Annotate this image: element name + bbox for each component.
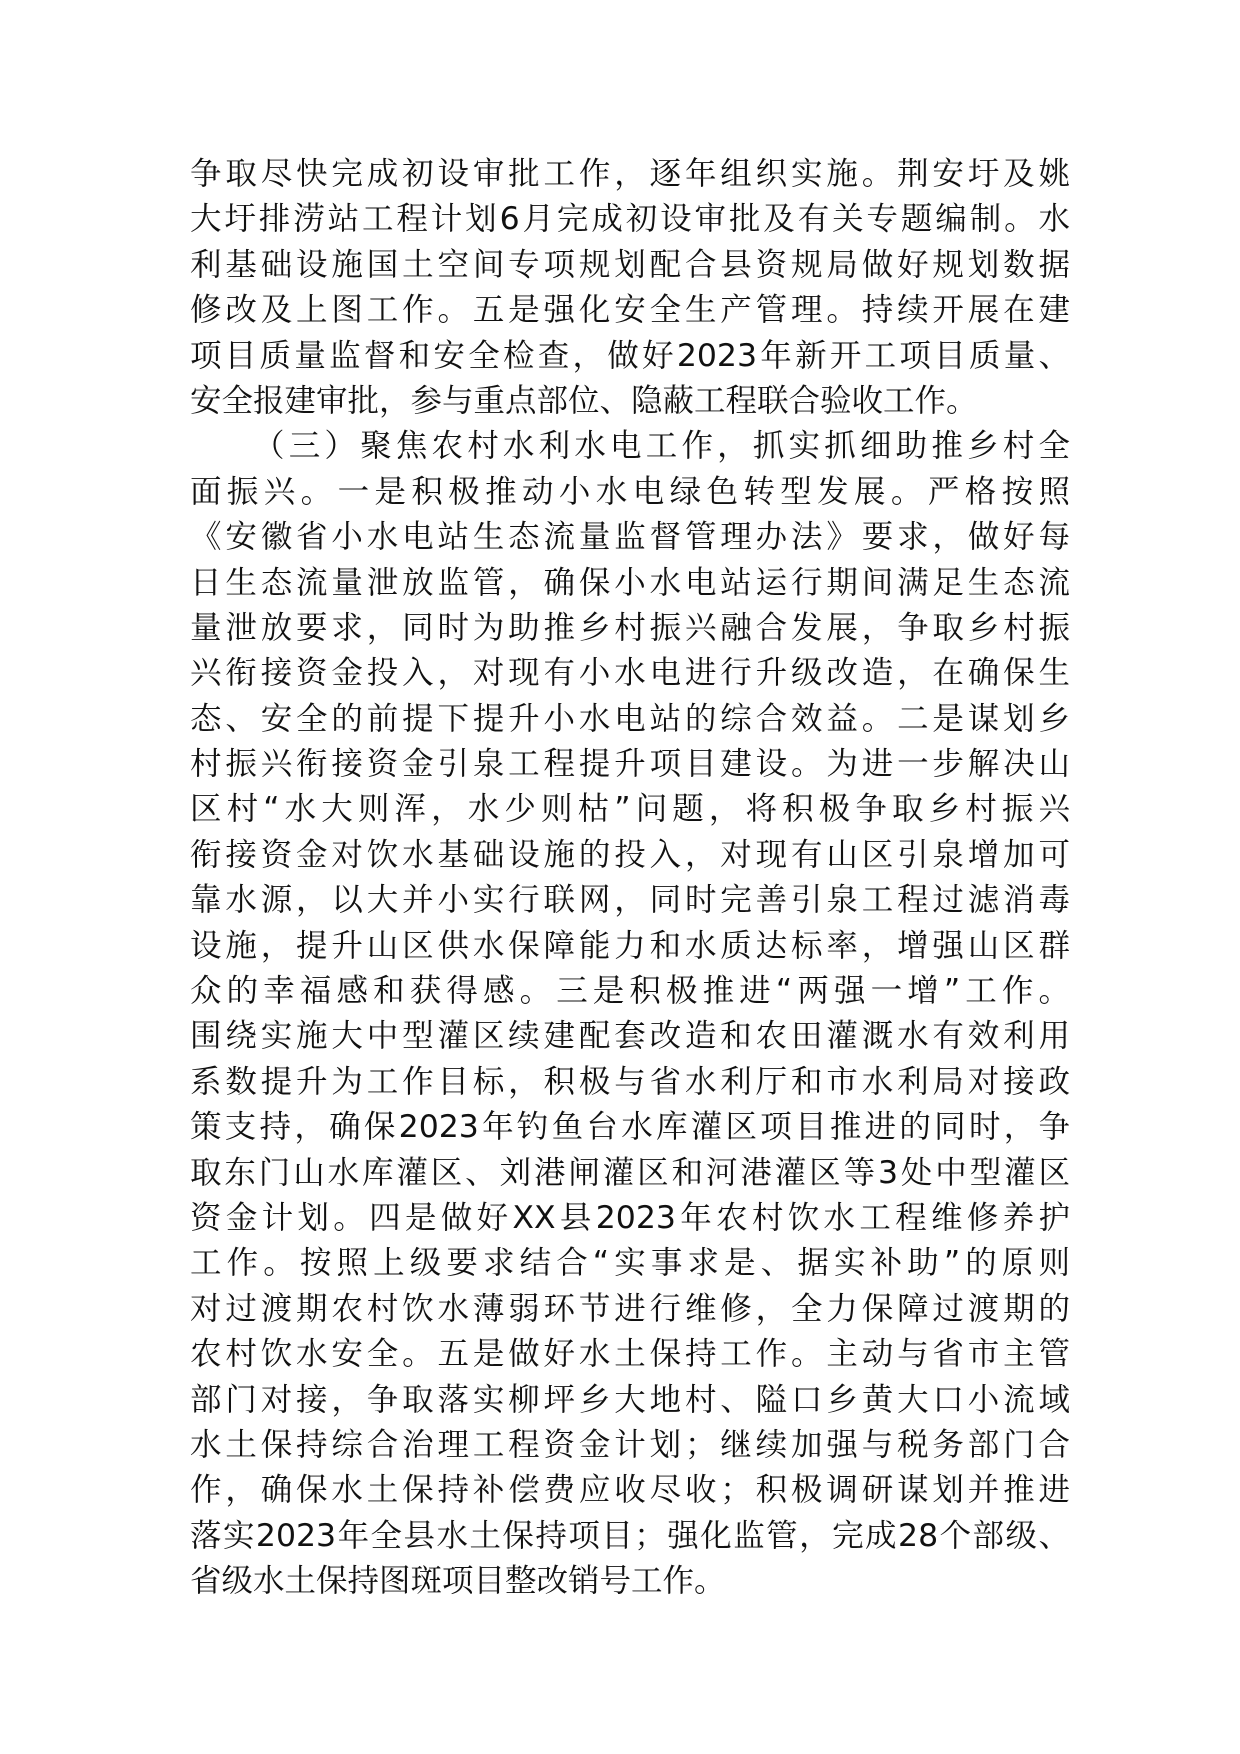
- text-line: 工作。按照上级要求结合“实事求是、据实补助”的原则: [190, 1245, 1070, 1282]
- text-line: 资金计划。四是做好XX县2023年农村饮水工程维修养护: [190, 1199, 1070, 1236]
- text-line: 落实2023年全县水土保持项目；强化监管，完成28个部级、: [190, 1517, 1070, 1554]
- text-line: 对过渡期农村饮水薄弱环节进行维修，全力保障过渡期的: [190, 1290, 1070, 1327]
- text-line: 项目质量监督和安全检查，做好2023年新开工项目质量、: [190, 337, 1070, 374]
- text-line: 利基础设施国土空间专项规划配合县资规局做好规划数据: [190, 246, 1070, 283]
- text-line: 日生态流量泄放监管，确保小水电站运行期间满足生态流: [190, 564, 1070, 601]
- text-line: 态、安全的前提下提升小水电站的综合效益。二是谋划乡: [190, 700, 1070, 737]
- text-line: 修改及上图工作。五是强化安全生产管理。持续开展在建: [190, 292, 1070, 329]
- text-line: 村振兴衔接资金引泉工程提升项目建设。为进一步解决山: [190, 746, 1070, 783]
- paragraph-end-line: 安全报建审批，参与重点部位、隐蔽工程联合验收工作。: [190, 382, 978, 419]
- text-line: 围绕实施大中型灌区续建配套改造和农田灌溉水有效利用: [190, 1018, 1070, 1055]
- section-heading-line: （三）聚焦农村水利水电工作，抓实抓细助推乡村全: [253, 428, 1070, 465]
- text-line: 《安徽省小水电站生态流量监督管理办法》要求，做好每: [190, 519, 1070, 556]
- text-line: 农村饮水安全。五是做好水土保持工作。主动与省市主管: [190, 1336, 1070, 1373]
- text-line: 兴衔接资金投入，对现有小水电进行升级改造，在确保生: [190, 655, 1070, 692]
- text-line: 量泄放要求，同时为助推乡村振兴融合发展，争取乡村振: [190, 609, 1070, 646]
- text-line: 面振兴。一是积极推动小水电绿色转型发展。严格按照: [190, 473, 1070, 510]
- text-line: 部门对接，争取落实柳坪乡大地村、隘口乡黄大口小流域: [190, 1381, 1070, 1418]
- text-line: 争取尽快完成初设审批工作，逐年组织实施。荆安圩及姚: [190, 156, 1070, 192]
- text-line: 靠水源，以大并小实行联网，同时完善引泉工程过滤消毒: [190, 882, 1070, 919]
- body-text: [190, 152, 1070, 1605]
- text-line: 众的幸福感和获得感。三是积极推进“两强一增”工作。: [190, 973, 1070, 1010]
- text-line: 系数提升为工作目标，积极与省水利厅和市水利局对接政: [190, 1063, 1070, 1100]
- text-line: 区村“水大则浑，水少则枯”问题，将积极争取乡村振兴: [190, 791, 1070, 828]
- paragraph-end-line: 省级水土保持图斑项目整改销号工作。: [190, 1563, 726, 1600]
- text-line: 衔接资金对饮水基础设施的投入，对现有山区引泉增加可: [190, 836, 1070, 873]
- text-line: 策支持，确保2023年钓鱼台水库灌区项目推进的同时，争: [190, 1109, 1070, 1146]
- text-line: 作，确保水土保持补偿费应收尽收；积极调研谋划并推进: [190, 1472, 1070, 1509]
- text-line: 取东门山水库灌区、刘港闸灌区和河港灌区等3处中型灌区: [190, 1154, 1070, 1191]
- text-line: 水土保持综合治理工程资金计划；继续加强与税务部门合: [190, 1426, 1070, 1463]
- text-line: 设施，提升山区供水保障能力和水质达标率，增强山区群: [190, 927, 1070, 964]
- text-line: 大圩排涝站工程计划6月完成初设审批及有关专题编制。水: [190, 201, 1070, 238]
